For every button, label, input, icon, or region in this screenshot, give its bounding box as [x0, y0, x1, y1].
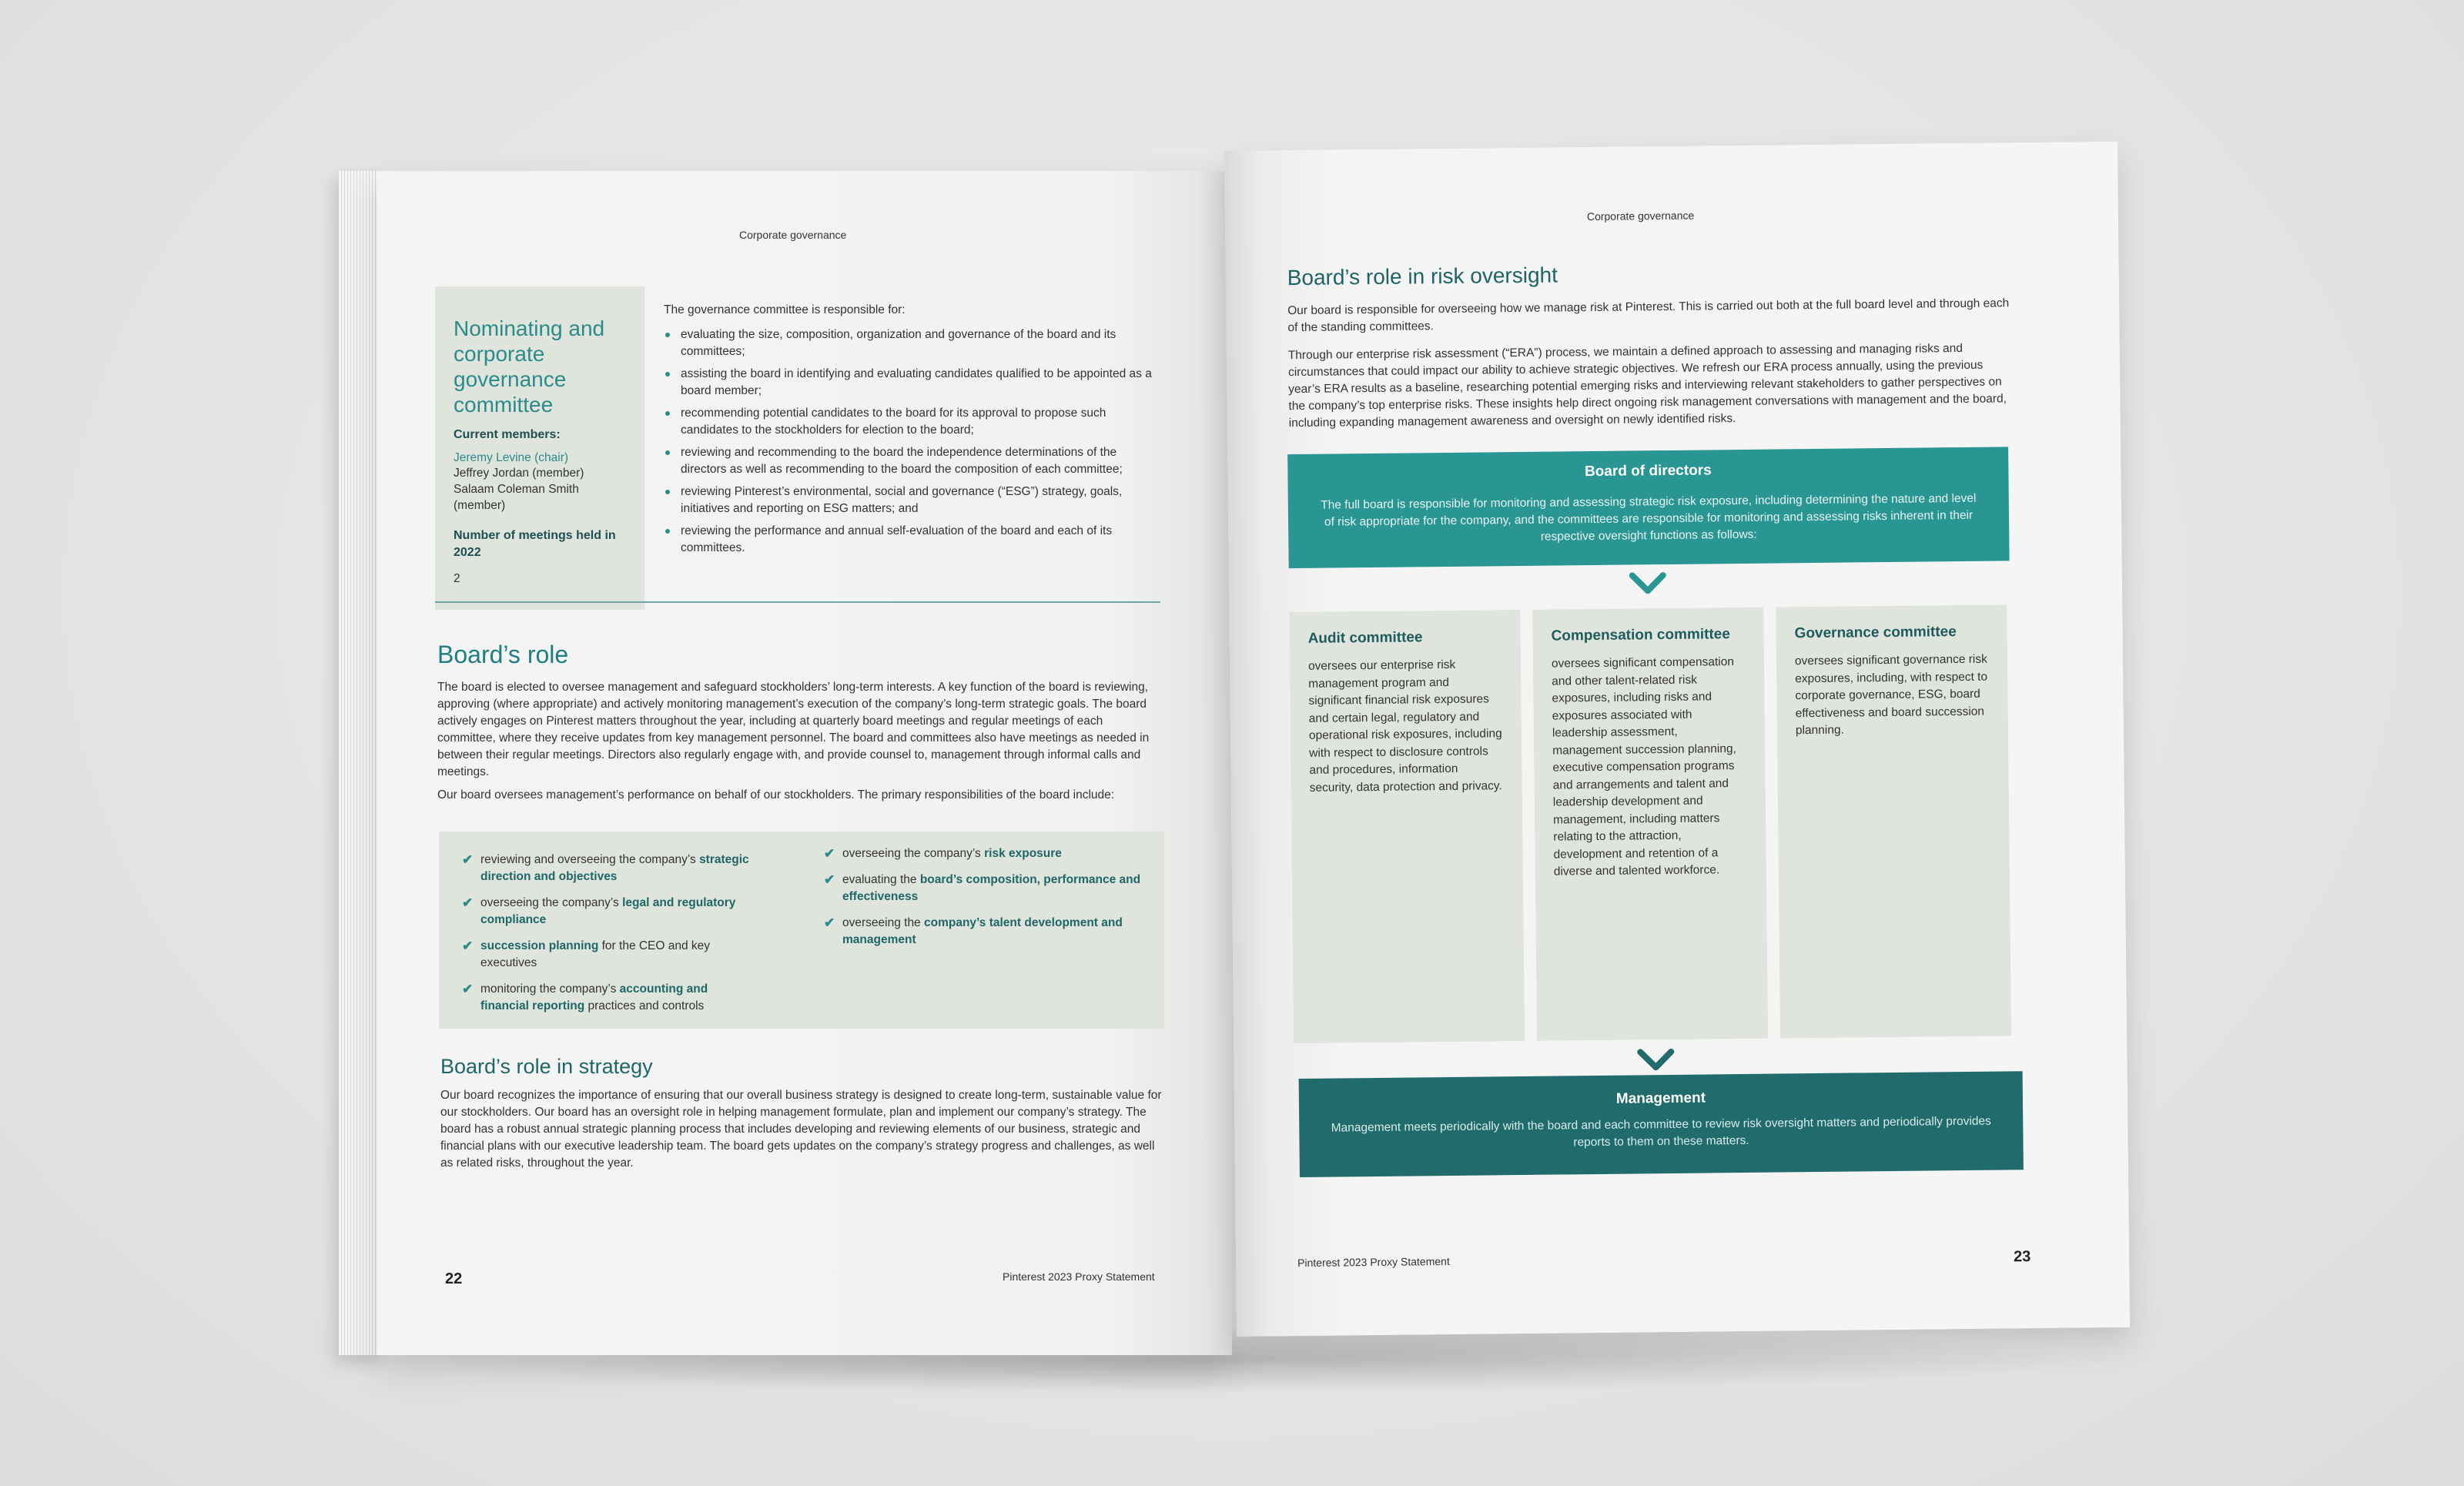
right-page	[1224, 142, 2130, 1337]
check-column-right	[824, 845, 1147, 958]
chevron-down-icon	[1628, 571, 1668, 597]
management-title: Management	[1615, 1089, 1706, 1107]
committee-description: oversees our enterprise risk management program and significant financial risk exposures and certain legal, regulatory and operational risk exposures, including with respect to disclosure controls and procedures, information security, data protection and privacy.	[1307, 658, 1502, 795]
committee-title: Compensation committee	[1551, 626, 1730, 644]
check-text: monitoring the company’s	[480, 982, 620, 996]
responsibilities-block	[664, 302, 1157, 562]
members-label: Current members:	[454, 428, 561, 441]
check-text: for the CEO and key executives	[480, 939, 711, 969]
check-icon: ✔	[824, 872, 835, 887]
list-item: recommending potential candidates to the board for its approval to propose such candidates to the stockholders for election to the board;	[664, 405, 1157, 439]
member-chair: Jeremy Levine (chair)	[454, 451, 569, 464]
boards-role-paragraph: Our board oversees management’s performance on behalf of our stockholders. The primary responsibilities of the board include:	[437, 788, 1115, 802]
page-footer: Pinterest 2023 Proxy Statement	[1003, 1270, 1155, 1283]
check-text: practices and controls	[584, 999, 705, 1012]
check-item	[462, 938, 755, 972]
check-item	[462, 852, 755, 885]
committee-title: Audit committee	[1307, 629, 1423, 647]
responsibilities-panel	[439, 832, 1164, 1029]
governance-committee-box	[1776, 604, 2011, 1038]
risk-paragraph: Through our enterprise risk assessment (“ERA”) process, we maintain a defined approach to assessing and managing risks and circumstances that could impact our ability to achieve strategic objectives. We refresh our ERA process annually, using the previous year’s ERA results as a baseline, researching potential emerging risks and interviewing relevant stakeholders to gather perspectives on the company’s top enterprise risks. These insights help direct ongoing risk management conversations with management and the board, including expanding management awareness and oversight on newly identified risks.	[1287, 341, 2007, 430]
check-text: overseeing the	[842, 916, 924, 929]
check-item	[824, 872, 1147, 905]
member: Salaam Coleman Smith (member)	[454, 483, 579, 512]
check-icon: ✔	[462, 939, 474, 953]
strategy-paragraph: Our board recognizes the importance of ensuring that our overall business strategy is designed to create long-term, sustainable value for our stockholders. Our board has an oversight role in helping management formulate, plan and implement our company’s strategy. The board has a robust annual strategic planning process that includes developing and reviewing elements of our business, strategic and financial plans with our executive leadership team. The board gets updates on the company’s strategy progress and challenges, as well as related risks, throughout the year.	[440, 1089, 1162, 1170]
check-item	[824, 915, 1147, 949]
check-highlight: accounting and financial reporting	[480, 982, 708, 1012]
member: Jeffrey Jordan (member)	[454, 467, 584, 480]
meetings-value: 2	[454, 572, 460, 585]
page-number: 22	[445, 1270, 463, 1287]
audit-committee-box	[1289, 610, 1525, 1043]
check-highlight: strategic direction and objectives	[480, 853, 749, 883]
list-item: assisting the board in identifying and evaluating candidates qualified to be appointed as a board member;	[664, 366, 1157, 400]
list-item: reviewing Pinterest’s environmental, social and governance (“ESG”) strategy, goals, initiatives and reporting on ESG matters; and	[664, 484, 1157, 517]
strategy-heading: Board’s role in strategy	[440, 1055, 653, 1078]
management-box	[1299, 1071, 2024, 1177]
check-icon: ✔	[462, 852, 474, 867]
committee-title: Nominating and corporate governance committee	[454, 316, 605, 417]
check-column-left	[462, 852, 755, 1024]
responsibilities-list	[664, 326, 1157, 557]
committee-description: oversees significant compensation and other talent-related risk exposures, including risks and exposures associated with leadership assessment, management succession planning, executive compensation programs and arrangements and talent and leadership development and management, including matters relating to the attraction, development and retention of a diverse and talented workforce.	[1551, 655, 1736, 879]
risk-oversight-heading: Board’s role in risk oversight	[1287, 263, 1558, 290]
management-description: Management meets periodically with the board and each committee to review risk oversight matters and periodically provides reports to them on these matters.	[1331, 1114, 1991, 1150]
page-footer: Pinterest 2023 Proxy Statement	[1297, 1255, 1450, 1270]
boards-role-paragraph: The board is elected to oversee management and safeguard stockholders’ long-term interests. A key function of the board is reviewing, approving (where appropriate) and actively monitoring management’s execution of the company’s long-term strategic goals. The board actively engages on Pinterest matters throughout the year, including at quarterly board meetings and regular meetings of each committee, where they receive updates from key management personnel. The board and committees also have meetings as needed in between their regular meetings. Directors also regularly engage with, and provide counsel to, management through informal calls and meetings.	[437, 681, 1150, 778]
page-number: 23	[2013, 1248, 2031, 1266]
committee-sidebar	[435, 286, 644, 610]
check-icon: ✔	[824, 915, 835, 930]
check-icon: ✔	[824, 846, 835, 861]
committee-title: Governance committee	[1794, 624, 1957, 642]
check-item	[462, 981, 755, 1015]
check-text: overseeing the company’s	[480, 896, 623, 909]
compensation-committee-box	[1532, 607, 1768, 1041]
check-item	[824, 845, 1147, 862]
check-text: evaluating the	[842, 873, 920, 886]
running-header: Corporate governance	[1586, 209, 1695, 223]
check-text: overseeing the company’s	[842, 847, 985, 860]
check-icon: ✔	[462, 895, 474, 910]
check-highlight: company’s talent development and management	[842, 916, 1123, 946]
check-highlight: succession planning	[480, 939, 599, 952]
list-item: reviewing and recommending to the board the independence determinations of the directors as well as recommending to the board the composition of each committee;	[664, 444, 1157, 478]
running-header: Corporate governance	[739, 229, 847, 241]
section-divider	[435, 601, 1160, 603]
list-item: reviewing the performance and annual self-evaluation of the board and each of its committees.	[664, 523, 1157, 557]
check-item	[462, 895, 755, 929]
list-item: evaluating the size, composition, organization and governance of the board and its committees;	[664, 326, 1157, 360]
check-highlight: board’s composition, performance and effectiveness	[842, 873, 1141, 903]
left-page	[377, 171, 1232, 1355]
check-text: reviewing and overseeing the company’s	[480, 853, 700, 866]
check-icon: ✔	[462, 982, 474, 996]
risk-paragraph: Our board is responsible for overseeing how we manage risk at Pinterest. This is carried out both at the full board level and through each of the standing committees.	[1287, 296, 2010, 335]
board-of-directors-box	[1287, 447, 2009, 568]
responsibilities-intro: The governance committee is responsible for:	[664, 303, 906, 316]
chevron-down-icon	[1635, 1047, 1676, 1074]
board-title: Board of directors	[1584, 462, 1712, 480]
boards-role-heading: Board’s role	[437, 641, 569, 668]
board-description: The full board is responsible for monitoring and assessing strategic risk exposure, including determining the nature and level of risk appropriate for the company, and the committees are responsible for monitoring and assessing risks inherent in their respective oversight functions as follows:	[1321, 491, 1977, 544]
check-highlight: risk exposure	[984, 847, 1062, 860]
check-highlight: legal and regulatory compliance	[480, 896, 736, 926]
committee-description: oversees significant governance risk exposures, including, with respect to corporate governance, ESG, board effectiveness and board succession planning.	[1794, 652, 1988, 738]
meetings-label: Number of meetings held in 2022	[454, 529, 616, 559]
